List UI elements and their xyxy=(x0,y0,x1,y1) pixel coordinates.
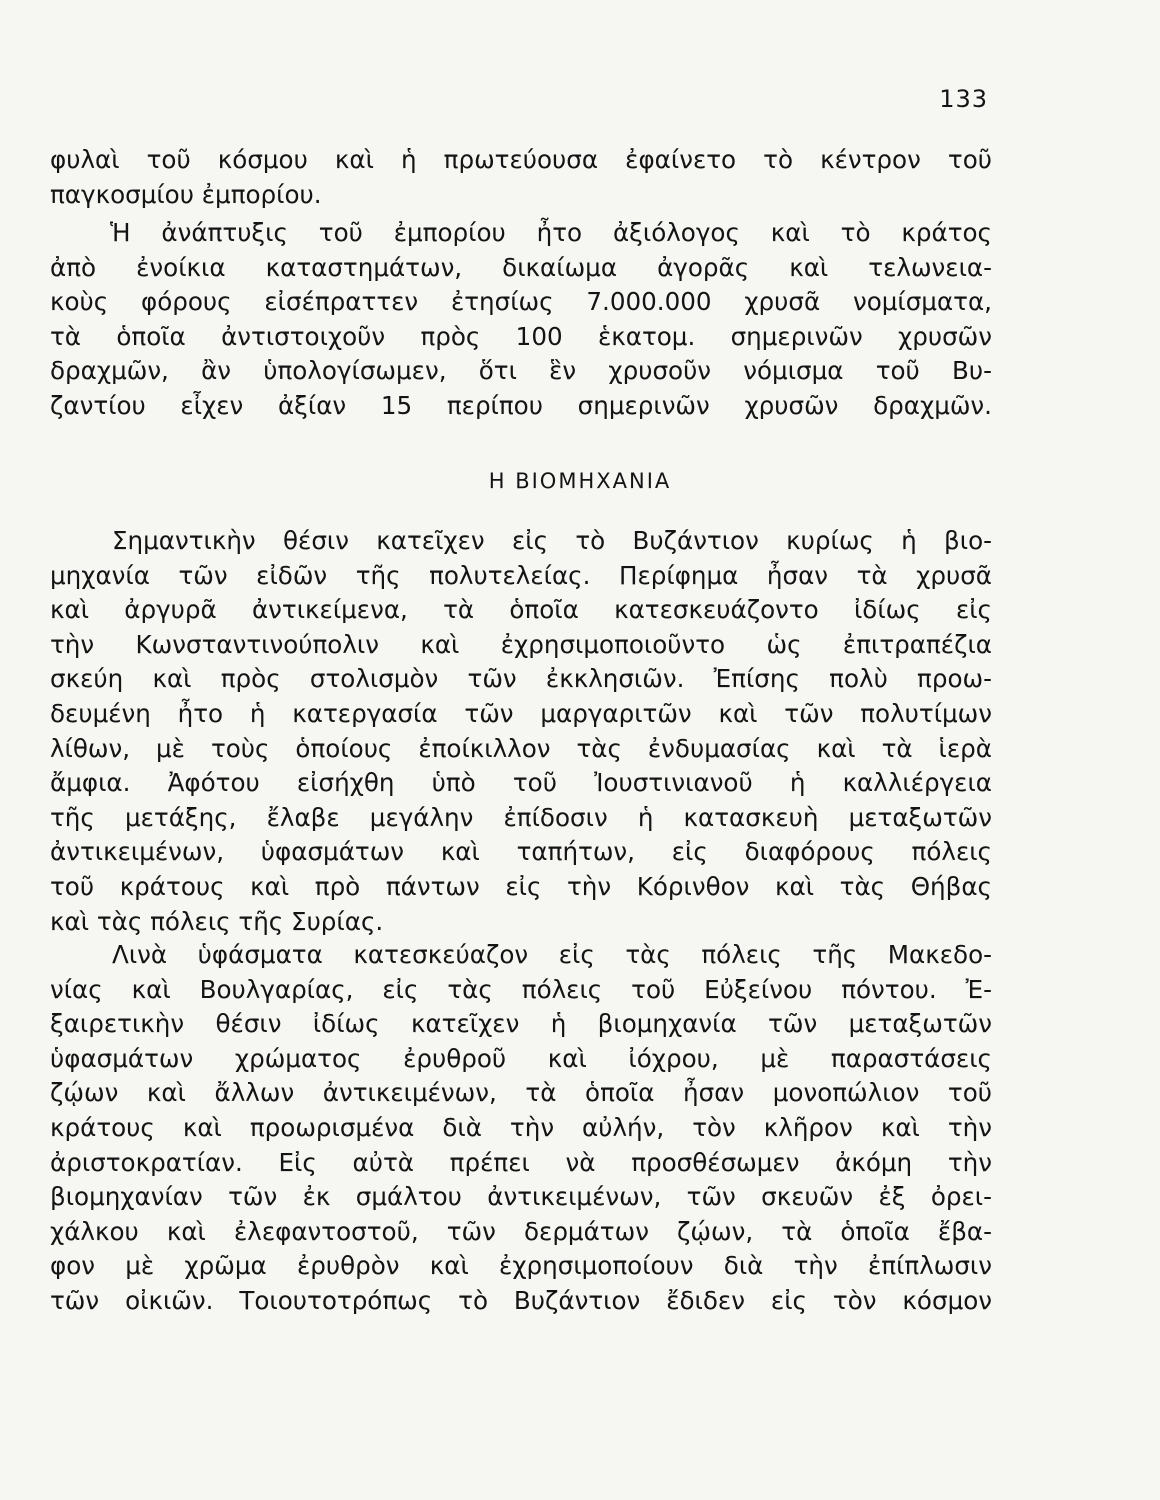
text-line: ἀπὸ ἐνοίκια καταστημάτων, δικαίωμα ἀγορᾶς καὶ τελωνεια- xyxy=(50,252,992,282)
text-line: ἀριστοκρατίαν. Εἰς αὐτὰ πρέπει νὰ προσθέσωμεν ἀκόμη τὴν xyxy=(50,1147,992,1177)
text-line: καὶ τὰς πόλεις τῆς Συρίας. xyxy=(50,906,384,936)
text-line: νίας καὶ Βουλγαρίας, εἰς τὰς πόλεις τοῦ Εὐξείνου πόντου. Ἐ- xyxy=(50,974,992,1004)
paragraph-industry xyxy=(50,524,992,939)
text-line: ὑφασμάτων χρώματος ἐρυθροῦ καὶ ἰόχρου, μὲ παραστάσεις xyxy=(50,1043,992,1073)
text-line: χάλκου καὶ ἐλεφαντοστοῦ, τῶν δερμάτων ζῴων, τὰ ὁποῖα ἔβα- xyxy=(50,1216,992,1246)
text-line: μηχανία τῶν εἰδῶν τῆς πολυτελείας. Περίφημα ἦσαν τὰ χρυσᾶ xyxy=(50,560,992,590)
paragraph-continued xyxy=(50,143,992,212)
text-line: ἄμφια. Ἀφότου εἰσήχθη ὑπὸ τοῦ Ἰουστινιανοῦ ἡ καλλιέργεια xyxy=(50,768,992,798)
text-line: δραχμῶν, ἂν ὑπολογίσωμεν, ὅτι ἓν χρυσοῦν νόμισμα τοῦ Βυ- xyxy=(50,356,992,385)
text-line: Σημαντικὴν θέσιν κατεῖχεν εἰς τὸ Βυζάντιον κυρίως ἡ βιο- xyxy=(112,526,992,555)
text-line: παγκοσμίου ἐμπορίου. xyxy=(50,179,322,209)
text-line: φον μὲ χρῶμα ἐρυθρὸν καὶ ἐχρησιμοποίουν διὰ τὴν ἐπίπλωσιν xyxy=(50,1251,992,1281)
text-line: κράτους καὶ προωρισμένα διὰ τὴν αὐλήν, τὸν κλῆρον καὶ τὴν xyxy=(50,1112,992,1142)
text-line: κοὺς φόρους εἰσέπραττεν ἐτησίως 7.000.000 χρυσᾶ νομίσματα, xyxy=(50,287,992,316)
paragraph-textiles xyxy=(50,938,992,1319)
text-line: Ἡ ἀνάπτυξις τοῦ ἐμπορίου ἦτο ἀξιόλογος καὶ τὸ κράτος xyxy=(110,218,992,247)
text-line: τῶν οἰκιῶν. Τοιουτοτρόπως τὸ Βυζάντιον ἔδιδεν εἰς τὸν κόσμον xyxy=(50,1285,992,1315)
text-line: δευμένη ἦτο ἡ κατεργασία τῶν μαργαριτῶν καὶ τῶν πολυτίμων xyxy=(50,698,992,728)
text-line: ζαντίου εἶχεν ἀξίαν 15 περίπου σημερινῶν χρυσῶν δραχμῶν. xyxy=(50,390,992,420)
text-line: τῆς μετάξης, ἔλαβε μεγάλην ἐπίδοσιν ἡ κατασκευὴ μεταξωτῶν xyxy=(50,802,992,832)
text-line: ἀντικειμένων, ὑφασμάτων καὶ ταπήτων, εἰς διαφόρους πόλεις xyxy=(50,837,992,867)
text-line: βιομηχανίαν τῶν ἐκ σμάλτου ἀντικειμένων, τῶν σκευῶν ἐξ ὀρει- xyxy=(50,1182,992,1212)
text-line: ζῴων καὶ ἄλλων ἀντικειμένων, τὰ ὁποῖα ἦσαν μονοπώλιον τοῦ xyxy=(50,1078,992,1108)
text-line: τὴν Κωνσταντινούπολιν καὶ ἐχρησιμοποιοῦντο ὡς ἐπιτραπέζια xyxy=(50,629,992,659)
text-line: τὰ ὁποῖα ἀντιστοιχοῦν πρὸς 100 ἑκατομ. σημερινῶν χρυσῶν xyxy=(50,321,992,351)
text-line: τοῦ κράτους καὶ πρὸ πάντων εἰς τὴν Κόρινθον καὶ τὰς Θήβας xyxy=(50,871,992,901)
text-line: ξαιρετικὴν θέσιν ἰδίως κατεῖχεν ἡ βιομηχανία τῶν μεταξωτῶν xyxy=(50,1009,992,1039)
text-line: φυλαὶ τοῦ κόσμου καὶ ἡ πρωτεύουσα ἐφαίνετο τὸ κέντρον τοῦ xyxy=(50,145,992,174)
page-number: 133 xyxy=(939,85,988,113)
section-heading: Η ΒΙΟΜΗΧΑΝΙΑ xyxy=(488,469,672,493)
paragraph-trade xyxy=(50,216,992,423)
text-line: λίθων, μὲ τοὺς ὁποίους ἐποίκιλλον τὰς ἐνδυμασίας καὶ τὰ ἱερὰ xyxy=(50,733,992,763)
text-line: καὶ ἀργυρᾶ ἀντικείμενα, τὰ ὁποῖα κατεσκευάζοντο ἰδίως εἰς xyxy=(50,595,992,625)
text-line: σκεύη καὶ πρὸς στολισμὸν τῶν ἐκκλησιῶν. Ἐπίσης πολὺ προω- xyxy=(50,664,992,694)
text-line: Λινὰ ὑφάσματα κατεσκεύαζον εἰς τὰς πόλεις τῆς Μακεδο- xyxy=(112,940,992,969)
